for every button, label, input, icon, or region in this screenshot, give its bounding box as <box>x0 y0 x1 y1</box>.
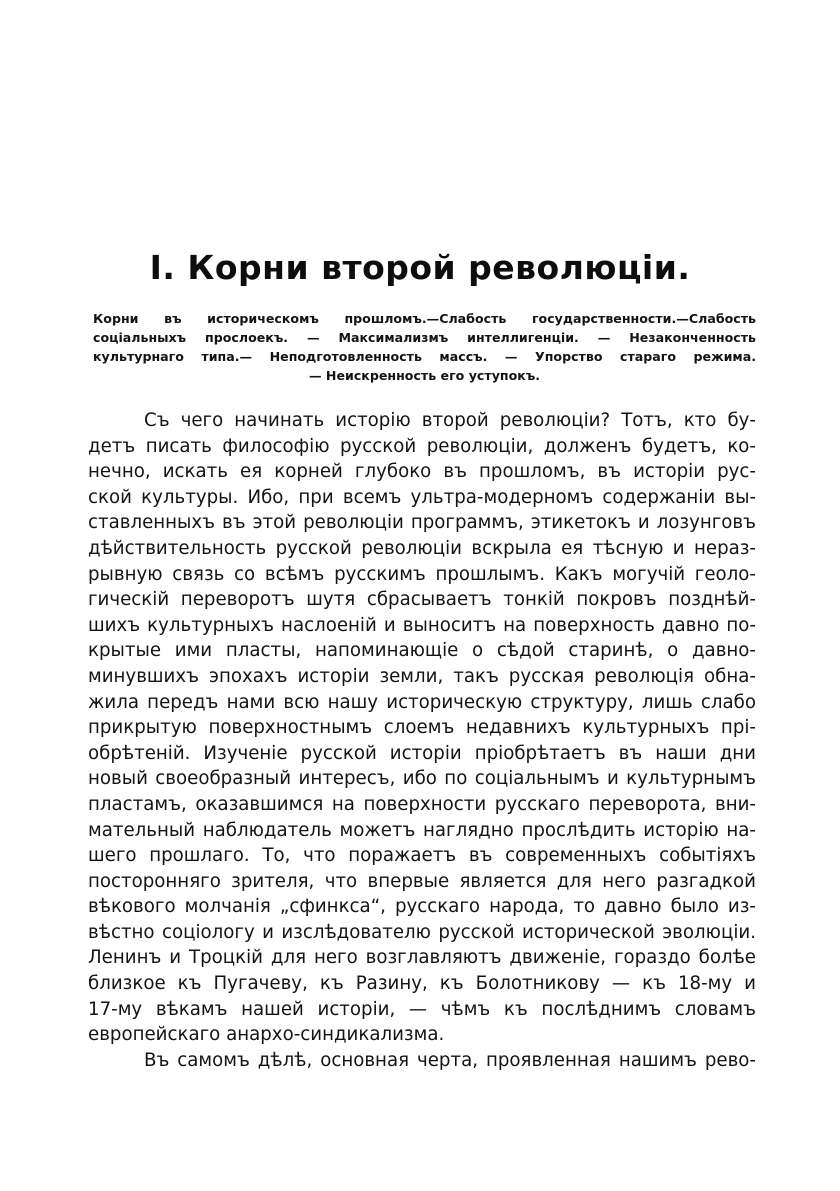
text-line: гическій переворотъ шутя сбрасываетъ тонкій покровъ позднѣй- <box>88 589 756 611</box>
text-line: минувшихъ эпохахъ исторіи земли, такъ русская революція обна- <box>88 665 756 687</box>
text-line: близкое къ Пугачеву, къ Разину, къ Болотникову — къ 18-му и <box>88 973 756 995</box>
text-line: шихъ культурныхъ наслоеній и выноситъ на поверхность давно по- <box>88 614 756 636</box>
text-line: мательный наблюдатель можетъ наглядно прослѣдить исторію на- <box>88 819 756 841</box>
body-text <box>88 408 756 1073</box>
text-line: 17-му вѣкамъ нашей исторіи, — чѣмъ къ послѣднимъ словамъ <box>88 998 756 1020</box>
text-line: шего прошлаго. То, что поражаетъ въ современныхъ событіяхъ <box>88 845 756 867</box>
text-line: вѣстно соціологу и изслѣдователю русской исторической эволюціи. <box>88 921 756 943</box>
text-line: Съ чего начинать исторію второй революціи? Тотъ, кто бу- <box>144 410 756 431</box>
summary-line: соціальныхъ прослоекъ. — Максимализмъ интеллигенціи. — Незаконченность <box>93 330 756 345</box>
text-line: нечно, искать ея корней глубоко въ прошломъ, въ исторіи рус- <box>88 461 756 483</box>
text-line: Ленинъ и Троцкій для него возглавляютъ движеніе, гораздо болѣе <box>88 947 756 969</box>
summary-line: — Неискренность его уступокъ. <box>308 368 541 383</box>
text-line: европейскаго анархо-синдикализма. <box>88 1024 445 1046</box>
chapter-summary <box>93 309 756 385</box>
text-line: жила передъ нами всю нашу историческую структуру, лишь слабо <box>88 691 756 713</box>
text-line: крытые ими пласты, напоминающіе о сѣдой старинѣ, о давно- <box>88 640 756 662</box>
chapter-title: I. Корни второй революціи. <box>149 248 691 287</box>
text-line: прикрытую поверхностнымъ слоемъ недавнихъ культурныхъ прі- <box>88 717 756 739</box>
summary-line: Корни въ историческомъ прошломъ.—Слабость государственности.—Слабость <box>93 311 756 326</box>
summary-line: культурнаго типа.— Неподготовленность массъ. — Упорство стараго режима. <box>93 349 756 364</box>
text-line: ставленныхъ въ этой революціи программъ, этикетокъ и лозунговъ <box>88 512 756 534</box>
text-line: ской культуры. Ибо, при всемъ ультра-модерномъ содержаніи вы- <box>88 486 756 508</box>
text-line: пластамъ, оказавшимся на поверхности русскаго переворота, вни- <box>88 793 756 815</box>
text-line: новый своеобразный интересъ, ибо по соціальнымъ и культурнымъ <box>88 768 756 790</box>
text-line: обрѣтеній. Изученіе русской исторіи пріобрѣтаетъ въ наши дни <box>88 742 756 764</box>
text-line: рывную связь со всѣмъ русскимъ прошлымъ. Какъ могучій геоло- <box>88 563 756 585</box>
text-line: Въ самомъ дѣлѣ, основная черта, проявленная нашимъ рево- <box>144 1049 756 1071</box>
text-line: дѣйствительность русской революціи вскрыла ея тѣсную и нераз- <box>88 537 756 559</box>
text-line: детъ писать философію русской революціи, долженъ будетъ, ко- <box>88 435 756 457</box>
text-line: вѣкового молчанія „сфинкса“, русскаго народа, то давно было из- <box>88 896 756 918</box>
text-line: посторонняго зрителя, что впервые является для него разгадкой <box>88 870 756 892</box>
